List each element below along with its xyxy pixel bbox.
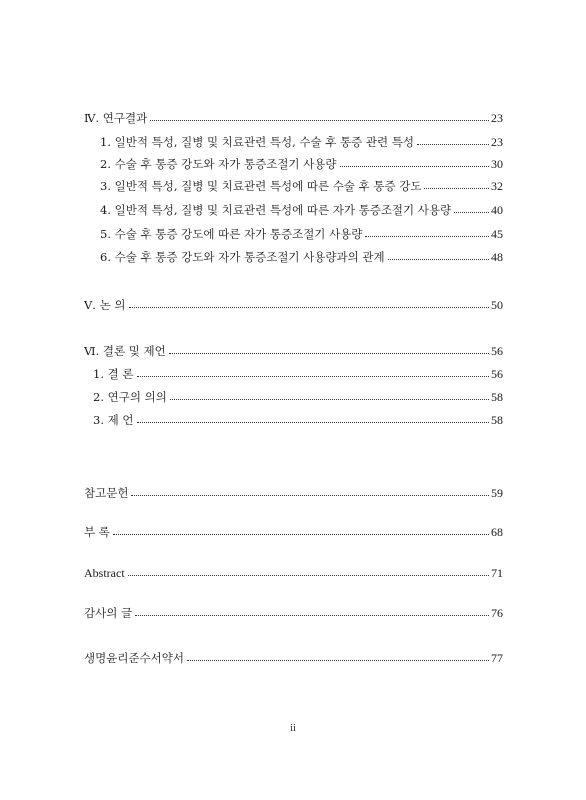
toc-entry-page: 23 (491, 111, 503, 125)
toc-entry-label: 1. 일반적 특성, 질병 및 치료관련 특성, 수술 후 통증 관련 특성 (100, 135, 414, 149)
dot-leader (128, 575, 489, 576)
toc-entry-ethics-pledge[interactable] (84, 650, 503, 666)
dot-leader (454, 212, 489, 213)
toc-entry-label: 3. 제 언 (93, 413, 134, 427)
dot-leader (135, 615, 489, 616)
toc-entry-abstract[interactable] (84, 565, 503, 581)
toc-entry-4-2[interactable] (100, 156, 503, 172)
toc-entry-page: 59 (491, 486, 503, 500)
toc-entry-label: 4. 일반적 특성, 질병 및 치료관련 특성에 따른 자가 통증조절기 사용량 (100, 203, 452, 217)
toc-entry-label: 6. 수술 후 통증 강도와 자가 통증조절기 사용량과의 관계 (100, 250, 385, 264)
toc-entry-label: Ⅴ. 논 의 (84, 298, 126, 312)
toc-entry-page: 50 (491, 298, 503, 312)
toc-entry-label: Ⅳ. 연구결과 (84, 111, 148, 125)
toc-entry-label: 생명윤리준수서약서 (84, 651, 184, 665)
toc-entry-4-6[interactable] (100, 249, 503, 265)
toc-entry-page: 77 (491, 651, 503, 665)
toc-entry-acknowledgements[interactable] (84, 605, 503, 621)
toc-entry-label: 3. 일반적 특성, 질병 및 치료관련 특성에 따른 수술 후 통증 강도 (100, 179, 422, 193)
toc-entry-6-1[interactable] (93, 366, 503, 382)
toc-entry-label: 감사의 글 (84, 606, 133, 620)
dot-leader (150, 120, 489, 121)
toc-entry-chapter-4[interactable] (84, 110, 503, 126)
dot-leader (340, 166, 489, 167)
toc-entry-4-5[interactable] (100, 226, 503, 242)
dot-leader (131, 495, 489, 496)
toc-entry-label: 2. 수술 후 통증 강도와 자가 통증조절기 사용량 (100, 157, 337, 171)
toc-entry-page: 58 (491, 390, 503, 404)
toc-entry-label: 5. 수술 후 통증 강도에 따른 자가 통증조절기 사용량 (100, 227, 363, 241)
toc-entry-references[interactable] (84, 485, 503, 501)
dot-leader (365, 236, 489, 237)
toc-entry-page: 71 (491, 566, 503, 580)
toc-entry-label: Ⅵ. 결론 및 제언 (84, 344, 166, 358)
toc-entry-page: 76 (491, 606, 503, 620)
toc-entry-label: Abstract (84, 566, 125, 580)
dot-leader (113, 534, 489, 535)
toc-entry-label: 부 록 (84, 525, 110, 539)
dot-leader (129, 307, 490, 308)
toc-entry-appendix[interactable] (84, 524, 503, 540)
dot-leader (170, 399, 489, 400)
dot-leader (424, 188, 489, 189)
toc-entry-6-3[interactable] (93, 412, 503, 428)
dot-leader (417, 144, 489, 145)
dot-leader (388, 259, 489, 260)
page-number: ii (289, 722, 297, 734)
toc-entry-4-3[interactable] (100, 178, 503, 194)
toc-entry-page: 32 (491, 179, 503, 193)
toc-entry-chapter-6[interactable] (84, 343, 503, 359)
toc-entry-page: 48 (491, 250, 503, 264)
toc-entry-page: 45 (491, 227, 503, 241)
toc-entry-chapter-5[interactable] (84, 297, 503, 313)
toc-entry-label: 2. 연구의 의의 (93, 390, 167, 404)
toc-entry-page: 23 (491, 135, 503, 149)
dot-leader (169, 353, 489, 354)
dot-leader (137, 376, 489, 377)
toc-entry-4-1[interactable] (100, 134, 503, 150)
toc-entry-6-2[interactable] (93, 389, 503, 405)
toc-entry-page: 56 (491, 367, 503, 381)
toc-entry-page: 68 (491, 525, 503, 539)
toc-entry-page: 56 (491, 344, 503, 358)
toc-entry-label: 참고문헌 (84, 486, 129, 500)
toc-entry-4-4[interactable] (100, 202, 503, 218)
toc-entry-page: 40 (491, 203, 503, 217)
dot-leader (187, 660, 489, 661)
toc-entry-page: 30 (491, 157, 503, 171)
dot-leader (137, 422, 489, 423)
toc-entry-label: 1. 결 론 (93, 367, 134, 381)
toc-entry-page: 58 (491, 413, 503, 427)
